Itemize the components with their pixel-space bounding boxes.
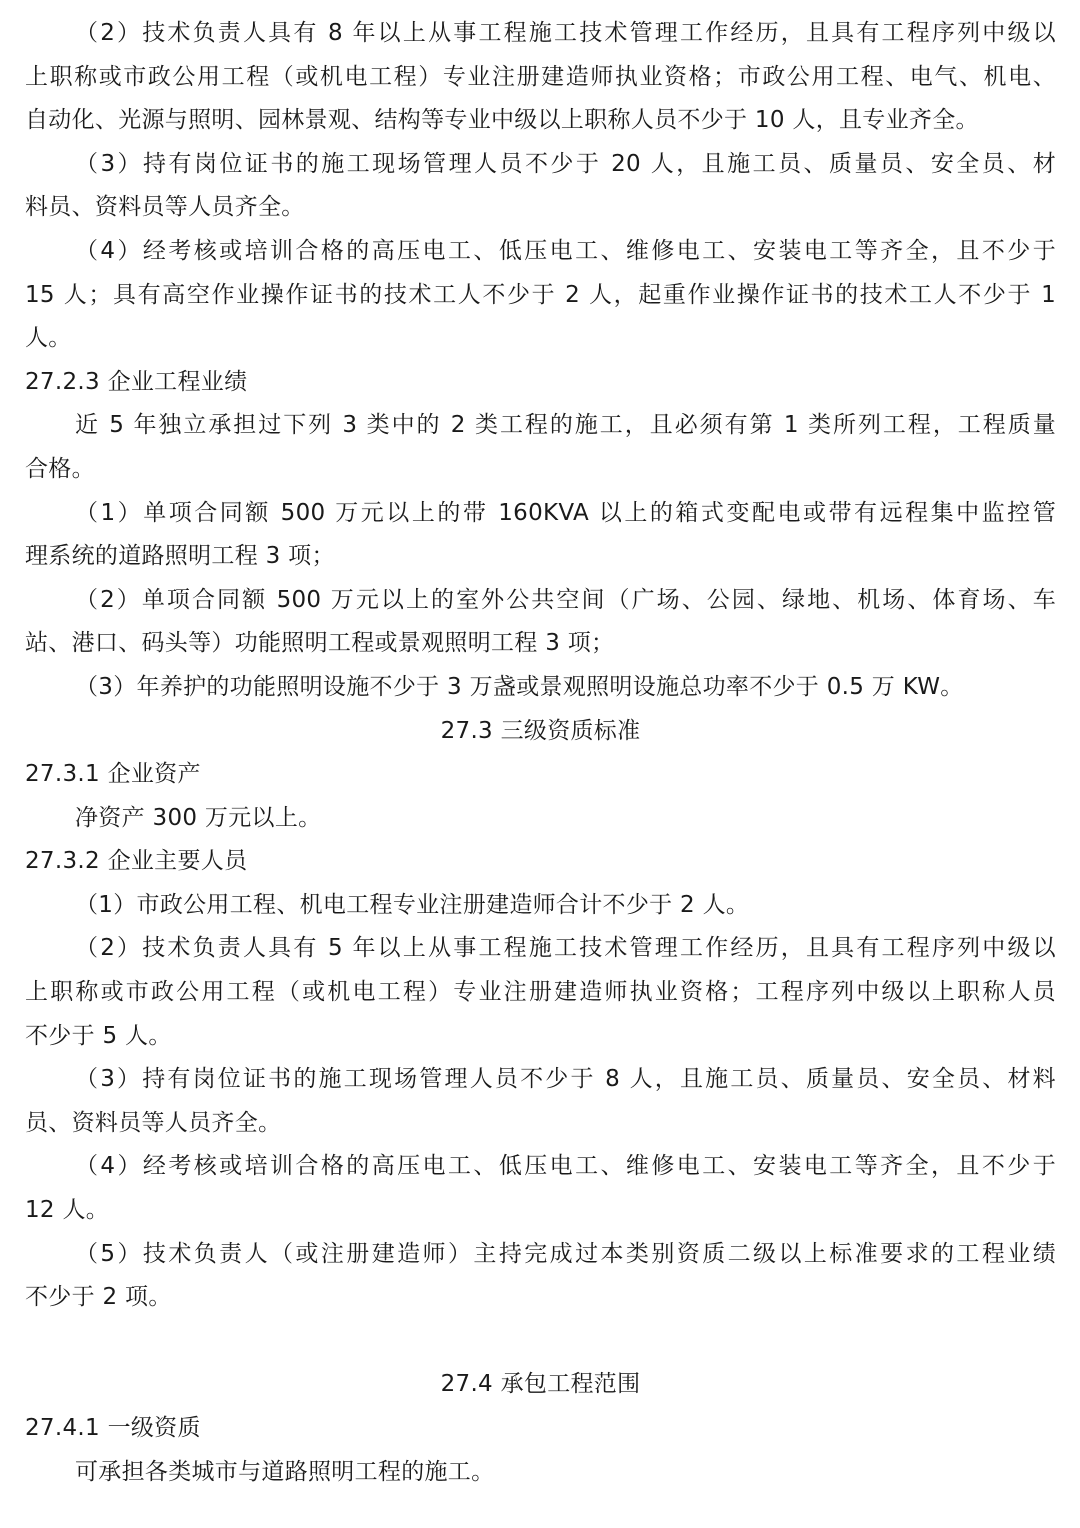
paragraph-line: 料员、资料员等人员齐全。 (25, 194, 305, 221)
paragraph-line: 上职称或市政公用工程（或机电工程）专业注册建造师执业资格；市政公用工程、电气、机电、 (25, 63, 1056, 90)
paragraph-line: （3）持有岗位证书的施工现场管理人员不少于 8 人，且施工员、质量员、安全员、材料 (75, 1066, 1056, 1093)
section-title: 27.4 承包工程范围 (440, 1371, 641, 1398)
paragraph-line: （5）技术负责人（或注册建造师）主持完成过本类别资质二级以上标准要求的工程业绩 (75, 1240, 1056, 1267)
paragraph-line: 站、港口、码头等）功能照明工程或景观照明工程 3 项； (25, 630, 615, 657)
paragraph-line: 可承担各类城市与道路照明工程的施工。 (75, 1458, 495, 1485)
paragraph-line: 12 人。 (25, 1197, 110, 1224)
section-heading: 27.3.2 企业主要人员 (25, 848, 248, 875)
section-heading: 27.3.1 企业资产 (25, 761, 201, 788)
paragraph-line: （1）单项合同额 500 万元以上的带 160KVA 以上的箱式变配电或带有远程集中监控管 (75, 499, 1056, 526)
paragraph-line: （2）技术负责人具有 8 年以上从事工程施工技术管理工作经历，且具有工程序列中级以 (75, 20, 1056, 46)
paragraph-line: 15 人；具有高空作业操作证书的技术工人不少于 2 人，起重作业操作证书的技术工人不少于 1 (25, 281, 1056, 308)
paragraph-line: 净资产 300 万元以上。 (75, 804, 322, 831)
paragraph-line: 上职称或市政公用工程（或机电工程）专业注册建造师执业资格；工程序列中级以上职称人员 (25, 979, 1056, 1006)
paragraph-line: 不少于 2 项。 (25, 1284, 172, 1311)
section-title: 27.3 三级资质标准 (440, 717, 641, 744)
paragraph-line: （2）单项合同额 500 万元以上的室外公共空间（广场、公园、绿地、机场、体育场、车 (75, 586, 1056, 613)
paragraph-line: （2）技术负责人具有 5 年以上从事工程施工技术管理工作经历，且具有工程序列中级以 (75, 935, 1056, 962)
paragraph-line: （3）持有岗位证书的施工现场管理人员不少于 20 人，且施工员、质量员、安全员、材 (75, 150, 1056, 177)
paragraph-line: 近 5 年独立承担过下列 3 类中的 2 类工程的施工，且必须有第 1 类所列工程，工程质量 (75, 412, 1056, 439)
paragraph-line: 员、资料员等人员齐全。 (25, 1109, 282, 1136)
section-heading: 27.4.1 一级资质 (25, 1415, 201, 1441)
paragraph-line: （1）市政公用工程、机电工程专业注册建造师合计不少于 2 人。 (75, 891, 750, 918)
blank-spacer (25, 1320, 1056, 1364)
paragraph-line: 人。 (25, 325, 72, 352)
paragraph-line: 理系统的道路照明工程 3 项； (25, 543, 335, 570)
paragraph-line: 不少于 5 人。 (25, 1022, 172, 1049)
paragraph-line: （4）经考核或培训合格的高压电工、低压电工、维修电工、安装电工等齐全，且不少于 (75, 237, 1056, 264)
paragraph-line: 合格。 (25, 455, 95, 482)
paragraph-line: （3）年养护的功能照明设施不少于 3 万盏或景观照明设施总功率不少于 0.5 万 KW。 (75, 673, 964, 700)
section-heading: 27.2.3 企业工程业绩 (25, 368, 248, 395)
paragraph-line: （4）经考核或培训合格的高压电工、低压电工、维修电工、安装电工等齐全，且不少于 (75, 1153, 1056, 1180)
paragraph-line: 自动化、光源与照明、园林景观、结构等专业中级以上职称人员不少于 10 人，且专业齐全。 (25, 107, 979, 134)
